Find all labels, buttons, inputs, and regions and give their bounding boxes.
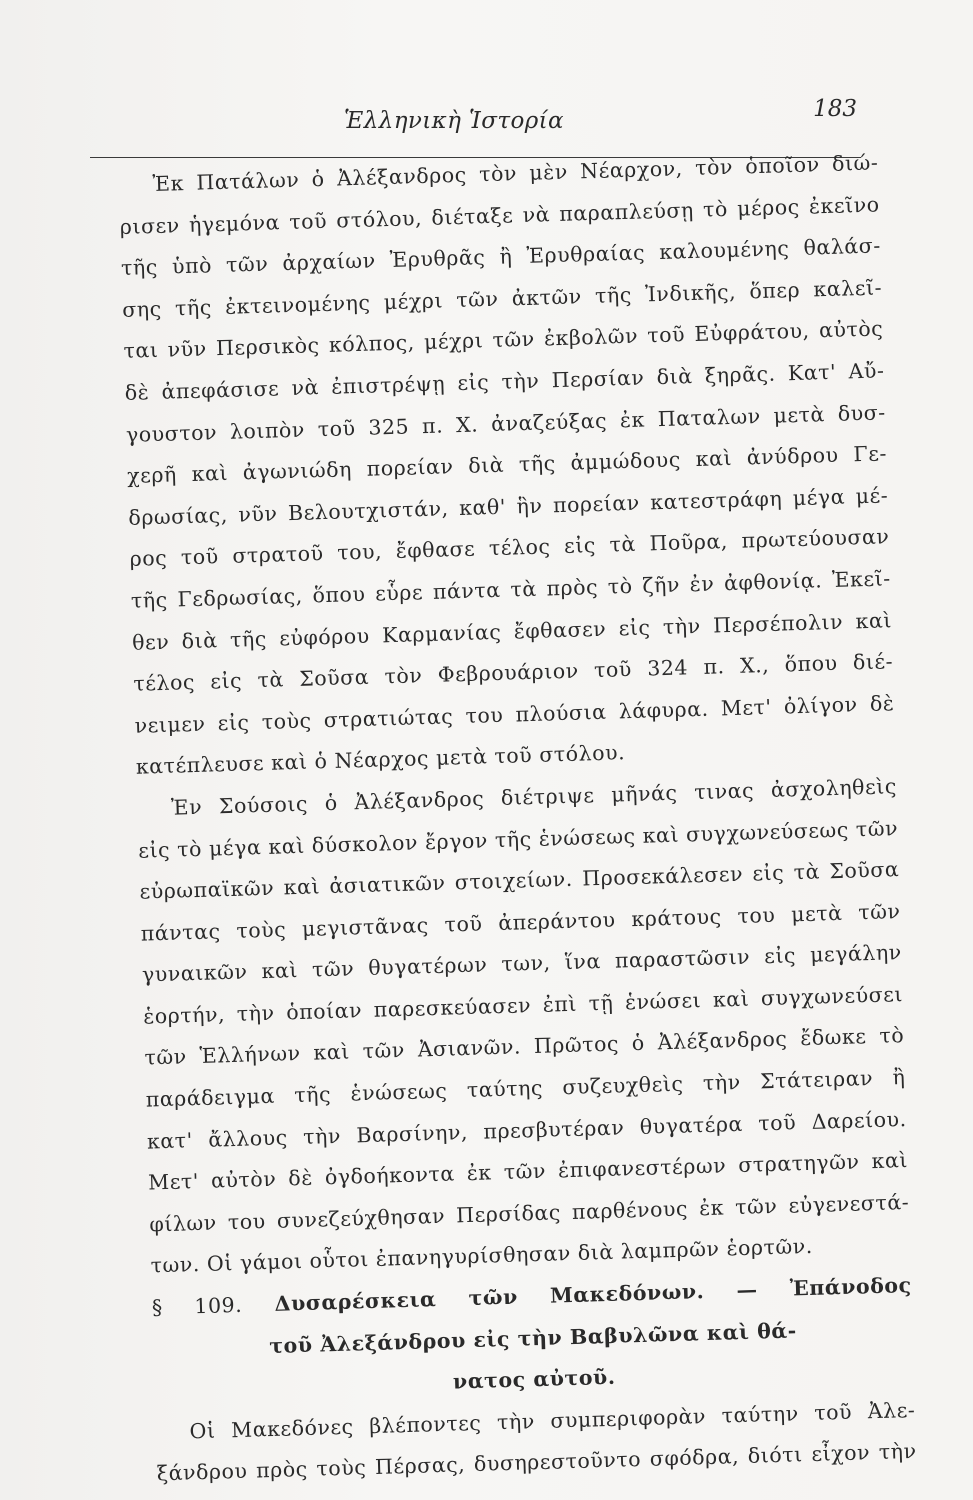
paragraph-line: νειμεν εἰς τοὺς στρατιώτας του πλούσια λάφυρα. Μετ' ὀλίγον δὲ: [134, 690, 895, 738]
paragraph-line: τῆς Γεδρωσίας, ὅπου εὗρε πάντα τὰ πρὸς τὸ ζῆν ἐν ἀφθονίᾳ. Ἐκεῖ-: [130, 566, 891, 613]
paragraph-line: ται νῦν Περσικὸς κόλπος, μέχρι τῶν ἐκβολῶν τοῦ Εὐφράτου, αὐτὸς: [123, 316, 884, 364]
paragraph-line: Μετ' αὐτὸν δὲ ὀγδοήκοντα ἐκ τῶν ἐπιφανεστέρων στρατηγῶν καὶ: [147, 1148, 909, 1195]
paragraph-line: φίλων του συνεζεύχθησαν Περσίδας παρθένους ἐκ τῶν εὐγενεστά-: [149, 1189, 910, 1237]
section-heading-line: νατος αὐτοῦ.: [452, 1365, 616, 1394]
paragraph-line: Οἱ Μακεδόνες βλέποντες τὴν συμπεριφορὰν ταύτην τοῦ Ἀλε-: [189, 1397, 916, 1444]
paragraph-line: τῶν Ἑλλήνων καὶ τῶν Ἀσιανῶν. Πρῶτος ὁ Ἀλέξανδρος ἔδωκε τὸ: [144, 1023, 905, 1071]
paragraph-line: χερῆ καὶ ἀγωνιώδη πορείαν διὰ τῆς ἀμμώδους καὶ ἀνύδρου Γε-: [126, 441, 888, 489]
body-text: [118, 142, 917, 1495]
paragraph-line: εὐρωπαϊκῶν καὶ ἀσιατικῶν στοιχείων. Προσεκάλεσεν εἰς τὰ Σοῦσα: [139, 857, 900, 904]
section-number: § 109.: [151, 1292, 243, 1320]
paragraph-line: Ἐκ Πατάλων ὁ Ἀλέξανδρος τὸν μὲν Νέαρχον, τὸν ὁποῖον διώ-: [152, 150, 879, 196]
paragraph-line: εἰς τὸ μέγα καὶ δύσκολον ἔργον τῆς ἑνώσεως καὶ συγχωνεύσεως τῶν: [137, 815, 899, 863]
paragraph-line: δὲ ἀπεφάσισε νὰ ἐπιστρέψῃ εἰς τὴν Περσίαν διὰ ξηρᾶς. Κατ' Αὔ-: [124, 358, 885, 405]
paragraph-line: τῆς ὑπὸ τῶν ἀρχαίων Ἐρυθρᾶς ἢ Ἐρυθραίας καλουμένης θαλάσ-: [120, 233, 882, 281]
section-heading-line: τοῦ Ἀλεξάνδρου εἰς τὴν Βαβυλῶνα καὶ θά-: [268, 1318, 798, 1358]
paragraph-line: ρισεν ἡγεμόνα τοῦ στόλου, διέταξε νὰ παραπλεύσῃ τὸ μέρος ἐκεῖνο: [119, 192, 880, 239]
paragraph-line: ἑορτήν, τὴν ὁποίαν παρεσκεύασεν ἐπὶ τῇ ἑνώσει καὶ συγχωνεύσει: [142, 981, 904, 1029]
paragraph-line: δρωσίας, νῦν Βελουτχιστάν, καθ' ἣν πορείαν κατεστράφη μέγα μέ-: [128, 483, 889, 530]
paragraph-line: τέλος εἰς τὰ Σοῦσα τὸν Φεβρουάριον τοῦ 324 π. Χ., ὅπου διέ-: [133, 649, 894, 696]
paragraph-line: πάντας τοὺς μεγιστᾶνας τοῦ ἀπεράντου κράτους του μετὰ τῶν: [140, 898, 901, 946]
paragraph-line: θεν διὰ τῆς εὐφόρου Καρμανίας ἔφθασεν εἰς τὴν Περσέπολιν καὶ: [131, 607, 893, 655]
paragraph-line: Ἐν Σούσοις ὁ Ἀλέξανδρος διέτριψε μῆνάς τινας ἀσχοληθεὶς: [170, 774, 898, 820]
running-title: Ἑλληνικὴ Ἱστορία: [344, 108, 564, 134]
paragraph-line: των. Οἱ γάμοι οὗτοι ἐπανηγυρίσθησαν διὰ λαμπρῶν ἑορτῶν.: [150, 1234, 814, 1278]
paragraph-line: γουστον λοιπὸν τοῦ 325 π. Χ. ἀναζεύξας ἐκ Παταλων μετὰ δυσ-: [125, 399, 887, 447]
paragraph-line: παράδειγμα τῆς ἑνώσεως ταύτης συζευχθεὶς τὴν Στάτειραν ἢ: [145, 1065, 906, 1112]
paragraph-line: κατ' ἄλλους τὴν Βαρσίνην, πρεσβυτέραν θυγατέρα τοῦ Δαρείου.: [146, 1106, 907, 1154]
paragraph-line: ρος τοῦ στρατοῦ του, ἔφθασε τέλος εἰς τὰ Ποῦρα, πρωτεύουσαν: [129, 524, 890, 572]
paragraph-line: γυναικῶν καὶ τῶν θυγατέρων των, ἵνα παραστῶσιν εἰς μεγάλην: [141, 940, 903, 987]
page-number: 183: [813, 96, 857, 122]
paragraph-line: σης τῆς ἐκτεινομένης μέχρι τῶν ἀκτῶν τῆς Ἰνδικῆς, ὅπερ καλεῖ-: [121, 275, 883, 322]
section-heading-text: Δυσαρέσκεια τῶν Μακεδόνων. — Ἐπάνοδος: [274, 1272, 912, 1316]
paragraph-line: κατέπλευσε καὶ ὁ Νέαρχος μετὰ τοῦ στόλου.: [135, 740, 626, 780]
paragraph-line: ξάνδρου πρὸς τοὺς Πέρσας, δυσηρεστοῦντο σφόδρα, διότι εἶχον τὴν: [156, 1439, 917, 1486]
